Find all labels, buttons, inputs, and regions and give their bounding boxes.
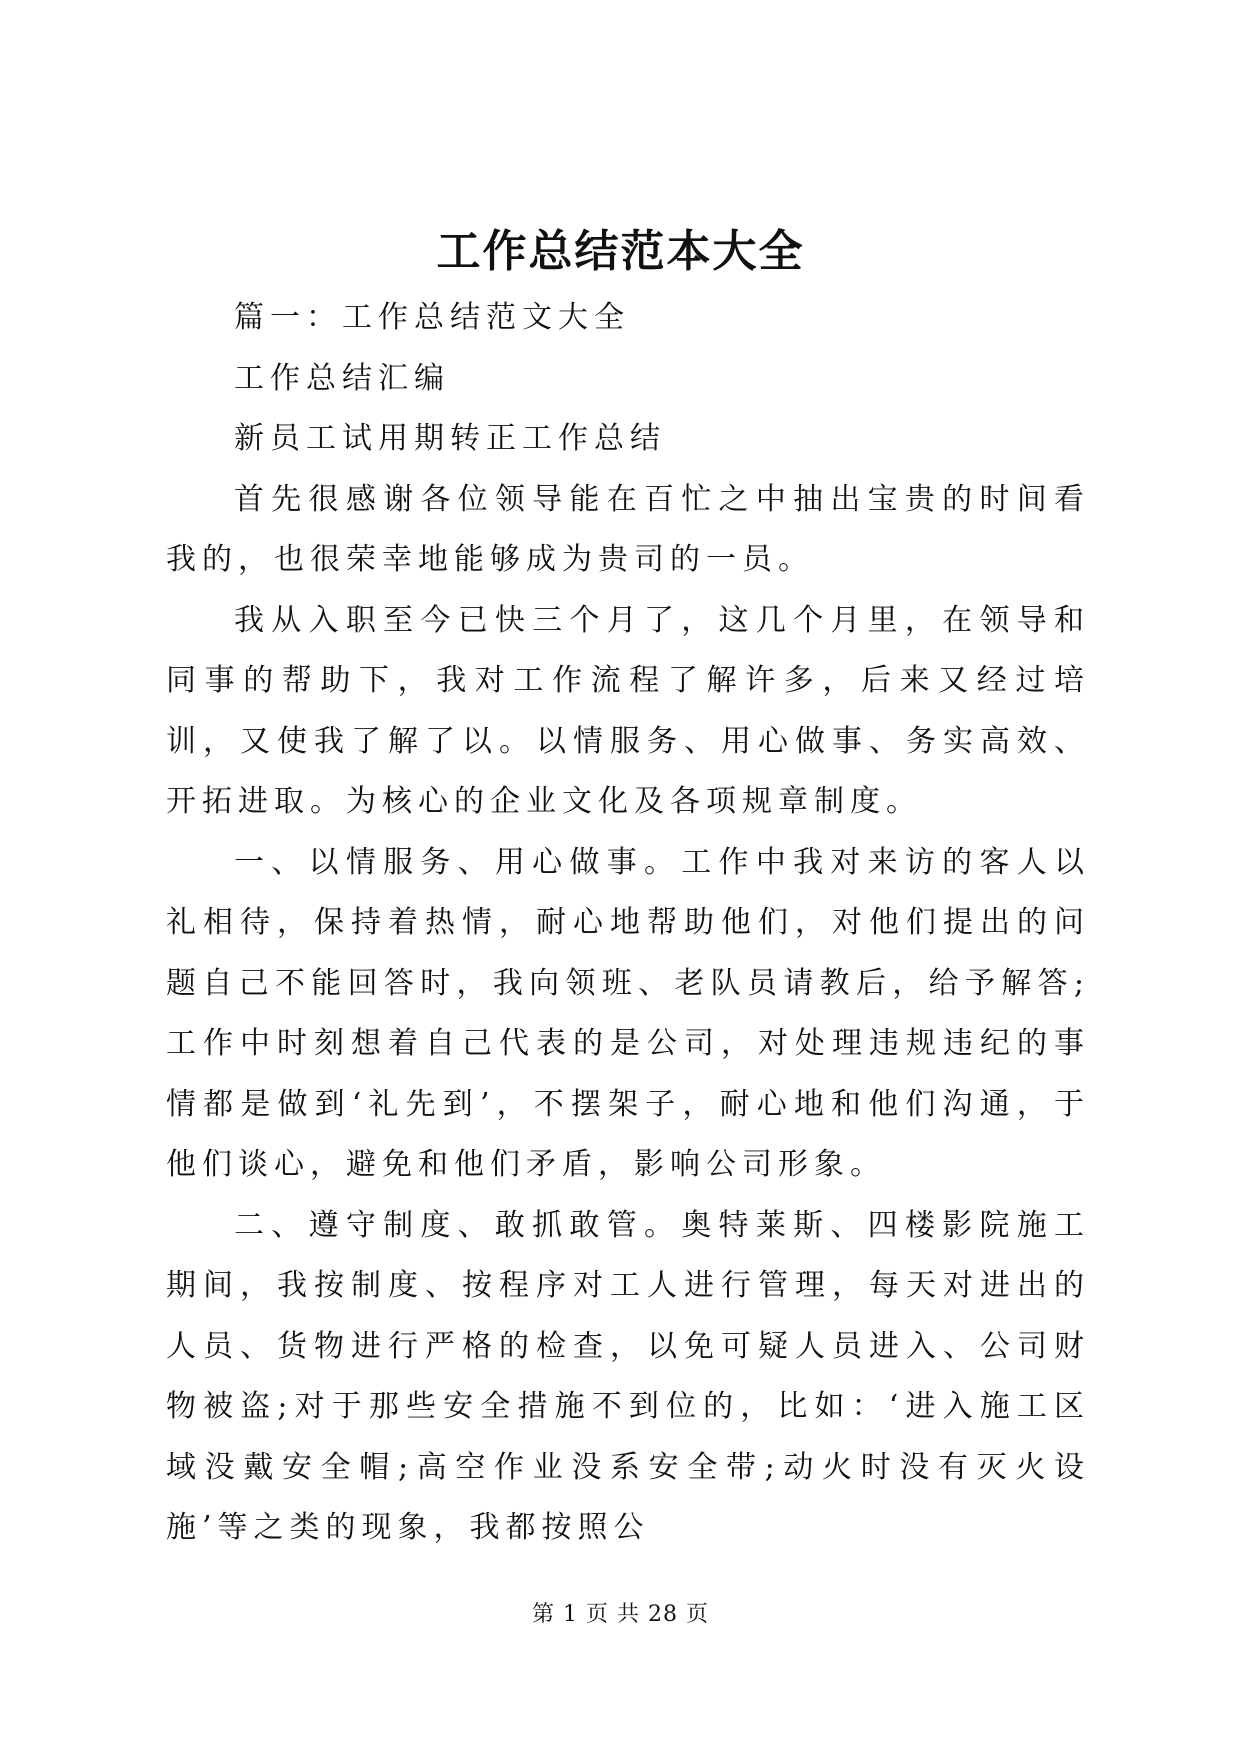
paragraph-body: 首先很感谢各位领导能在百忙之中抽出宝贵的时间看我的，也很荣幸地能够成为贵司的一员。 <box>166 481 1090 577</box>
paragraph-collection-heading: 工作总结汇编 <box>234 360 450 396</box>
paragraph-body: 一、以情服务、用心做事。工作中我对来访的客人以礼相待，保持着热情，耐心地帮助他们，对他们提出的问题自己不能回答时，我向领班、老队员请教后，给予解答;工作中时刻想着自己代表的是公司，对处理违规违纪的事情都是做到‘礼先到’，不摆架子，耐心地和他们沟通，于他们谈心，避免和他们矛盾，影响公司形象。 <box>166 844 1090 1182</box>
paragraph-body: 我从入职至今已快三个月了，这几个月里，在领导和同事的帮助下，我对工作流程了解许多，后来又经过培训，又使我了解了以。以情服务、用心做事、务实高效、开拓进取。为核心的企业文化及各项规章制度。 <box>166 602 1090 819</box>
page-number-footer: 第 1 页 共 28 页 <box>532 1602 709 1627</box>
document-body <box>166 288 1090 1559</box>
paragraph-body: 二、遵守制度、敢抓敢管。奥特莱斯、四楼影院施工期间，我按制度、按程序对工人进行管理，每天对进出的人员、货物进行严格的检查，以免可疑人员进入、公司财物被盗;对于那些安全措施不到位的，比如：‘进入施工区域没戴安全帽;高空作业没系安全带;动火时没有灭火设施’等之类的现象，我都按照公 <box>166 1207 1090 1545</box>
paragraph-section-heading: 篇一：工作总结范文大全 <box>234 300 630 335</box>
document-title: 工作总结范本大全 <box>436 226 805 277</box>
paragraph-subtitle: 新员工试用期转正工作总结 <box>234 421 666 456</box>
